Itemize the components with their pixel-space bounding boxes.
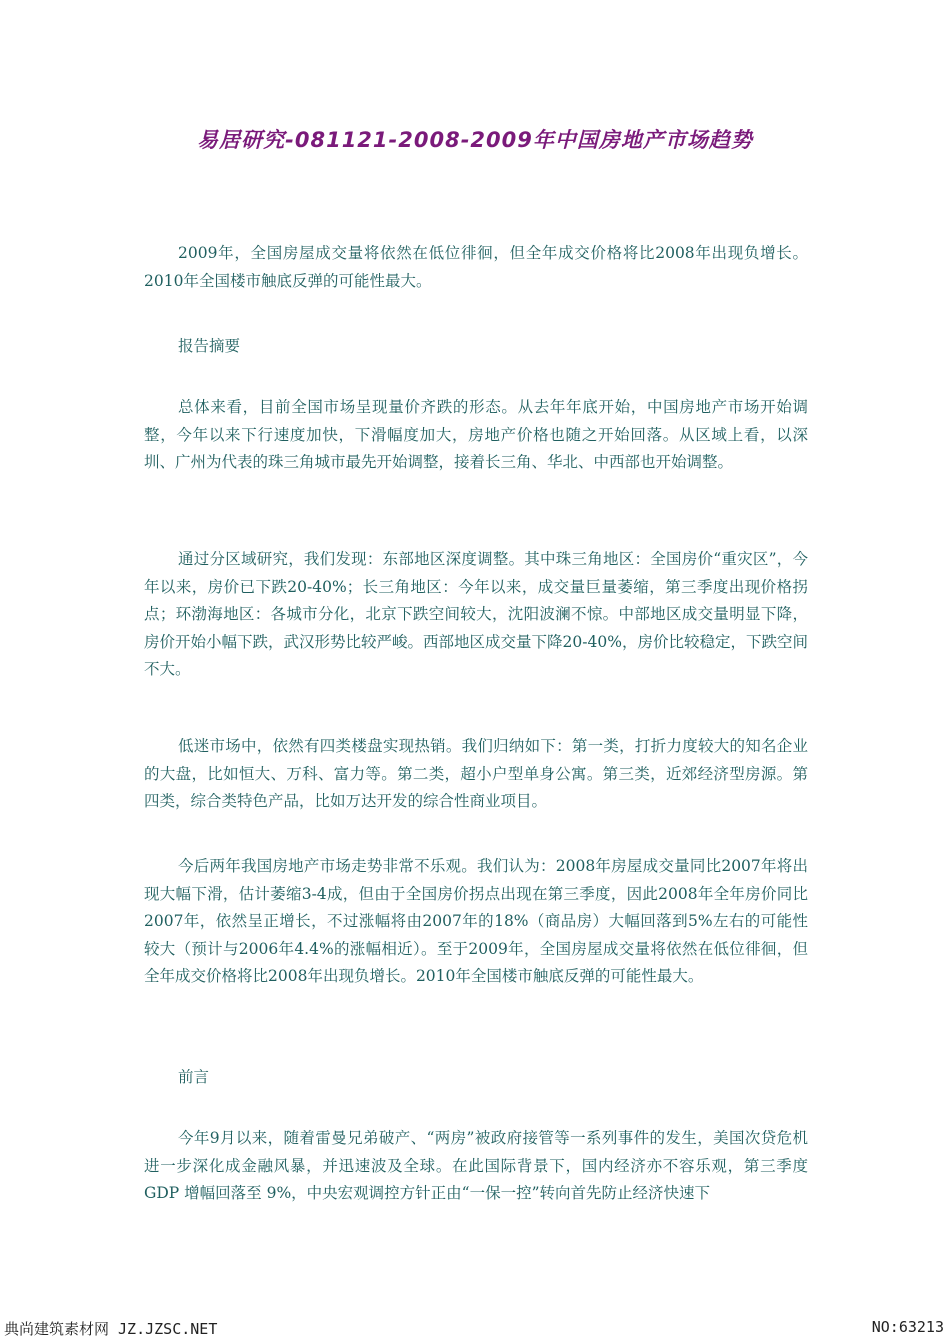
intro-paragraph: 2009年，全国房屋成交量将依然在低位徘徊，但全年成交价格将比2008年出现负增长。2010年全国楼市触底反弹的可能性最大。 (144, 244, 808, 290)
summary-paragraph-3: 低迷市场中，依然有四类楼盘实现热销。我们归纳如下：第一类，打折力度较大的知名企业的大盘，比如恒大、万科、富力等。第二类，超小户型单身公寓。第三类，近郊经济型房源。第四类，综合类特色产品，比如万达开发的综合性商业项目。 (144, 737, 808, 810)
summary-heading: 报告摘要 (178, 337, 241, 355)
preface-paragraph-1: 今年9月以来，随着雷曼兄弟破产、“两房”被政府接管等一系列事件的发生，美国次贷危机进一步深化成金融风暴，并迅速波及全球。在此国际背景下，国内经济亦不容乐观，第三季度 GDP 增幅回落至 9%，中央宏观调控方针正由“一保一控”转向首先防止经济快速下 (144, 1129, 808, 1202)
document-title: 易居研究-081121-2008-2009年中国房地产市场趋势 (197, 128, 753, 152)
preface-heading: 前言 (178, 1068, 210, 1086)
summary-paragraph-1: 总体来看，目前全国市场呈现量价齐跌的形态。从去年年底开始，中国房地产市场开始调整，今年以来下行速度加快，下滑幅度加大，房地产价格也随之开始回落。从区域上看，以深圳、广州为代表的珠三角城市最先开始调整，接着长三角、华北、中西部也开始调整。 (144, 398, 808, 471)
summary-paragraph-4: 今后两年我国房地产市场走势非常不乐观。我们认为：2008年房屋成交量同比2007年将出现大幅下滑，估计萎缩3-4成，但由于全国房价拐点出现在第三季度，因此2008年全年房价同比2007年，依然呈正增长，不过涨幅将由2007年的18%（商品房）大幅回落到5%左右的可能性较大（预计与2006年4.4%的涨幅相近）。至于2009年，全国房屋成交量将依然在低位徘徊，但全年成交价格将比2008年出现负增长。2010年全国楼市触底反弹的可能性最大。 (144, 857, 808, 985)
summary-paragraph-2: 通过分区域研究，我们发现：东部地区深度调整。其中珠三角地区：全国房价“重灾区”，今年以来，房价已下跌20-40%；长三角地区：今年以来，成交量巨量萎缩，第三季度出现价格拐点；环渤海地区：各城市分化，北京下跌空间较大，沈阳波澜不惊。中部地区成交量明显下降，房价开始小幅下跌，武汉形势比较严峻。西部地区成交量下降20-40%，房价比较稳定，下跌空间不大。 (144, 550, 808, 678)
footer-watermark-site: 典尚建筑素材网 JZ.JZSC.NET (4, 1320, 218, 1338)
footer-document-number: NO:63213 (871, 1318, 944, 1336)
